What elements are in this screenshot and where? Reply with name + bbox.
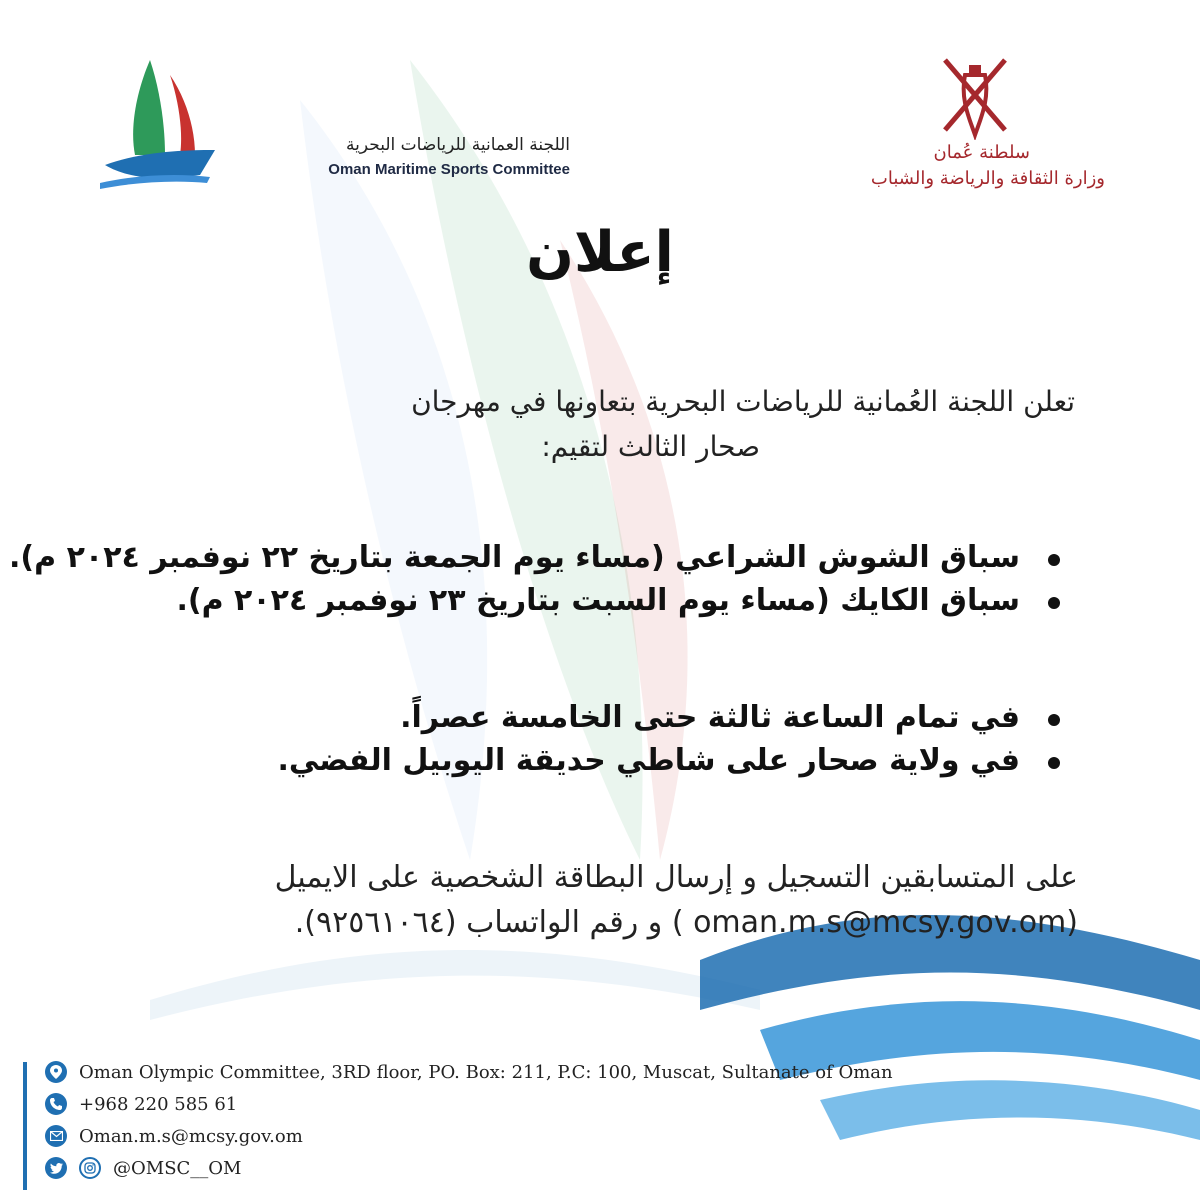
bg-wave-3 xyxy=(820,1080,1200,1140)
ministry-line-2: وزارة الثقافة والرياضة والشباب xyxy=(870,168,1105,189)
address-text: Oman Olympic Committee, 3RD floor, PO. Box: 211, P.C: 100, Muscat, Sultanate of Oman xyxy=(79,1061,893,1083)
races-list xyxy=(9,540,1060,626)
omsc-logo xyxy=(95,55,570,195)
detail-text: في تمام الساعة ثالثة حتى الخامسة عصراً. xyxy=(400,700,1020,735)
footer-accent-bar xyxy=(23,1062,27,1190)
contact-email[interactable] xyxy=(45,1125,303,1147)
ministry-emblem-block xyxy=(815,50,1105,210)
instagram-icon[interactable] xyxy=(79,1157,101,1179)
list-item xyxy=(278,743,1061,778)
race-text: سباق الكايك (مساء يوم السبت بتاريخ ٢٣ نوفمبر ٢٠٢٤ م). xyxy=(176,583,1020,618)
bullet-icon xyxy=(1048,597,1060,609)
phone-text: +968 220 585 61 xyxy=(79,1093,238,1115)
omsc-name-arabic: اللجنة العمانية للرياضات البحرية xyxy=(346,135,570,155)
intro-line-2: صحار الثالث لتقيم: xyxy=(541,430,760,463)
details-list xyxy=(278,700,1061,786)
location-pin-icon xyxy=(45,1061,67,1083)
omsc-name-english: Oman Maritime Sports Committee xyxy=(328,161,570,178)
social-handle-text: @OMSC__OM xyxy=(113,1157,242,1179)
phone-icon xyxy=(45,1093,67,1115)
page-title: إعلان xyxy=(526,220,674,285)
list-item xyxy=(9,583,1060,618)
bullet-icon xyxy=(1048,757,1060,769)
registration-line-2: (oman.m.s@mcsy.gov.om ) و رقم الواتساب (٩٢٥٦١٠٦٤). xyxy=(294,905,1078,940)
registration-line-1: على المتسابقين التسجيل و إرسال البطاقة الشخصية على الايميل xyxy=(274,860,1078,895)
email-text: Oman.m.s@mcsy.gov.om xyxy=(79,1125,303,1147)
contact-address xyxy=(45,1061,893,1083)
contact-social[interactable] xyxy=(45,1157,241,1179)
detail-text: في ولاية صحار على شاطي حديقة اليوبيل الفضي. xyxy=(277,743,1020,778)
intro-line-1: تعلن اللجنة العُمانية للرياضات البحرية بتعاونها في مهرجان xyxy=(411,385,1075,418)
oman-emblem-icon xyxy=(935,50,1015,140)
list-item xyxy=(278,700,1061,735)
omsc-boat-icon xyxy=(95,55,235,195)
bullet-icon xyxy=(1048,714,1060,726)
twitter-icon[interactable] xyxy=(45,1157,67,1179)
mail-icon xyxy=(45,1125,67,1147)
bg-wave-faint xyxy=(150,950,760,1020)
list-item xyxy=(9,540,1060,575)
bullet-icon xyxy=(1048,554,1060,566)
ministry-line-1: سلطنة عُمان xyxy=(933,142,1030,163)
race-text: سباق الشوش الشراعي (مساء يوم الجمعة بتاريخ ٢٢ نوفمبر ٢٠٢٤ م). xyxy=(9,540,1020,575)
contact-phone[interactable] xyxy=(45,1093,237,1115)
